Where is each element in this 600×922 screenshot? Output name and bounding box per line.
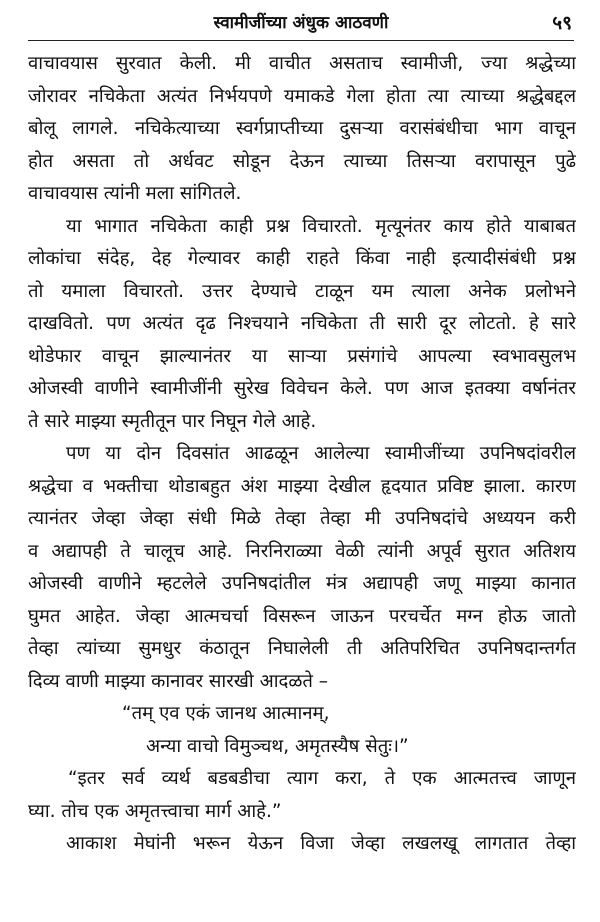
translation-line: “इतर सर्व व्यर्थ बडबडीचा त्याग करा, ते एक आत्मतत्त्व जाणून xyxy=(68,768,576,789)
text-line: बोलू लागले. नचिकेत्याच्या स्वर्गप्राप्तीच्या दुसऱ्या वरासंबंधीचा भाग वाचून xyxy=(28,118,576,139)
text-line: जोरावर नचिकेता अत्यंत निर्भयपणे यमाकडे गेला होता त्या त्याच्या श्रद्धेबद्दल xyxy=(28,85,576,107)
text-line: थोडेफार वाचून झाल्यानंतर या साऱ्या प्रसंगांचे आपल्या स्वभावसुलभ xyxy=(28,345,576,367)
page-number: ५९ xyxy=(552,12,572,34)
paragraph-start-line: या भागात नचिकेता काही प्रश्न विचारतो. मृत्यूनंतर काय होते याबाबत xyxy=(66,215,576,237)
text-line: तेव्हा त्यांच्या सुमधुर कंठातून निघालेली ती अतिपरिचित उपनिषदान्तर्गत xyxy=(28,638,576,659)
chapter-title: स्वामीजींच्या अंधुक आठवणी xyxy=(213,13,389,33)
paragraph-start-line: आकाश मेघांनी भरून येऊन विजा जेव्हा लखलखू लागतात तेव्हा xyxy=(66,833,576,854)
text-line: ओजस्वी वाणीने म्हटलेले उपनिषदांतील मंत्र अद्यापही जणू माझ्या कानात xyxy=(28,573,576,594)
translation-line: घ्या. तोच एक अमृतत्त्वाचा मार्ग आहे.” xyxy=(28,800,282,822)
verse-line: अन्या वाचो विमुञ्चथ, अमृतस्यैष सेतुः।” xyxy=(146,735,409,757)
text-line: तो यमाला विचारतो. उत्तर देण्याचे टाळून यम त्याला अनेक प्रलोभने xyxy=(28,280,576,302)
text-line: दिव्य वाणी माझ्या कानावर सारखी आदळते – xyxy=(28,670,329,692)
page-body xyxy=(28,48,576,861)
text-line: ते सारे माझ्या स्मृतीतून पार निघून गेले आहे. xyxy=(28,410,317,432)
text-line: त्यानंतर जेव्हा जेव्हा संधी मिळे तेव्हा तेव्हा मी उपनिषदांचे अध्ययन करी xyxy=(28,508,576,529)
text-line: वाचावयास त्यांनी मला सांगितले. xyxy=(28,183,242,204)
text-line: होत असता तो अर्धवट सोडून देऊन त्याच्या तिसऱ्या वरापासून पुढे xyxy=(28,150,576,172)
running-header xyxy=(28,6,574,41)
verse-line: “तम् एव एकं जानथ आत्मानम्, xyxy=(122,703,330,724)
text-line: दाखवितो. पण अत्यंत दृढ निश्चयाने नचिकेता ती सारी दूर लोटतो. हे सारे xyxy=(28,313,576,334)
paragraph-start-line: पण या दोन दिवसांत आढळून आलेल्या स्वामीजींच्या उपनिषदांवरील xyxy=(66,443,576,464)
text-line: व अद्यापही ते चालूच आहे. निरनिराळ्या वेळी त्यांनी अपूर्व सुरात अतिशय xyxy=(28,540,576,562)
text-line: लोकांचा संदेह, देह गेल्यावर काही राहते किंवा नाही इत्यादीसंबंधी प्रश्न xyxy=(28,248,576,269)
text-line: ओजस्वी वाणीने स्वामीजींनी सुरेख विवेचन केले. पण आज इतक्या वर्षानंतर xyxy=(28,378,576,399)
text-line: घुमत आहेत. जेव्हा आत्मचर्चा विसरून जाऊन परचर्चेत मग्न होऊ जातो xyxy=(28,605,576,627)
text-line: वाचावयास सुरवात केली. मी वाचीत असताच स्वामीजी, ज्या श्रद्धेच्या xyxy=(28,53,576,74)
text-line: श्रद्धेचा व भक्तीचा थोडाबहुत अंश माझ्या देखील हृदयात प्रविष्ट झाला. कारण xyxy=(28,475,576,497)
